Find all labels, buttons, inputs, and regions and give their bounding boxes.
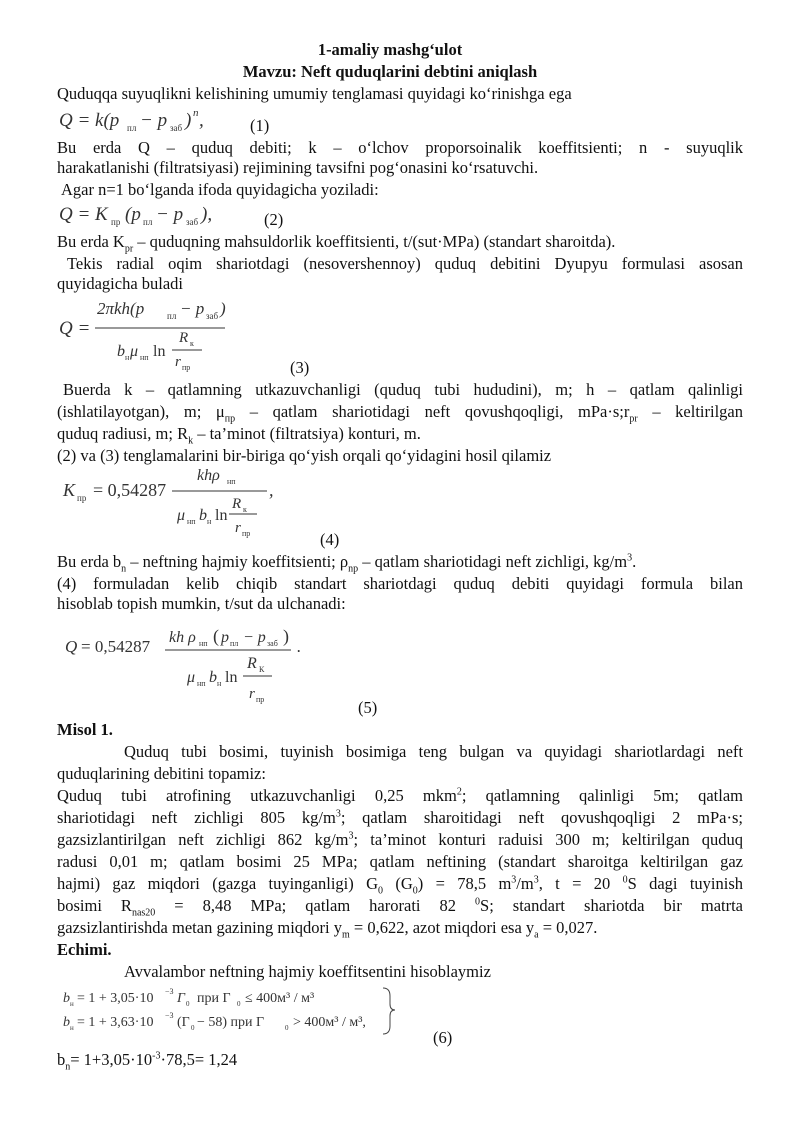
equation-4-image	[57, 466, 287, 544]
svg-text:b: b	[209, 669, 217, 686]
svg-text:пр: пр	[242, 529, 251, 538]
equation-3-number: (3)	[290, 358, 310, 377]
paragraph: (ishlatilayotgan), m; $\mu_{пр}$ – qatlam shariotidagi neft qovushqoqligi, $mPa\cdot s;r_{pr}$ – keltirilgan	[57, 402, 743, 425]
svg-text:−3: −3	[165, 987, 174, 996]
svg-text:(p: (p	[125, 204, 141, 225]
equation-1-image	[57, 104, 217, 136]
svg-text:): )	[185, 110, 192, 131]
svg-text:,: ,	[199, 110, 204, 131]
svg-text:): )	[283, 626, 289, 646]
svg-text:Q = K: Q = K	[59, 204, 108, 225]
svg-text:R: R	[232, 496, 242, 512]
paragraph: Quduq tubi bosimi, tuyinish bosimiga teng bulgan va quyidagi shariotlardagi neft	[124, 742, 743, 761]
svg-text:(Γ: (Γ	[177, 1015, 190, 1030]
svg-text:r: r	[249, 686, 255, 702]
svg-text:2πkh(p: 2πkh(p	[97, 299, 145, 318]
svg-text:b: b	[199, 507, 207, 524]
equation-3-image	[57, 294, 227, 374]
svg-text:n: n	[193, 107, 199, 119]
svg-text:0: 0	[237, 1000, 241, 1008]
svg-text:= 0,54287: = 0,54287	[81, 637, 151, 656]
svg-text:− p: − p	[156, 204, 184, 225]
paragraph: hisoblab topish mumkin, t/sut da ulchanadi:	[57, 594, 346, 613]
paragraph: (2) va (3) tenglamalarini bir-biriga qo‘yish orqali qo‘yidagini hosil qilamiz	[57, 446, 552, 465]
paragraph: Buerda k – qatlamning utkazuvchanligi (quduq tubi hududini), m; h – qatlam qalinligi	[63, 380, 743, 399]
svg-text:b: b	[117, 343, 125, 360]
svg-text:к: к	[190, 339, 194, 348]
svg-text:0: 0	[191, 1024, 195, 1032]
svg-text:μ: μ	[130, 343, 139, 360]
paragraph: quduq radiusi, m; $R_k$ – ta’minot (filtratsiya) konturi, m.	[57, 424, 421, 447]
paragraph: harakatlanishi (filtratsiyasi) rejimining tavsifni pog‘onasini ko‘rsatuvchi.	[57, 158, 539, 177]
svg-text:p: p	[221, 629, 229, 646]
svg-text:заб: заб	[206, 311, 219, 321]
paragraph: hajmi) gaz miqdori (gazga tuyinganligi) $G_0$ $(G_0) = 78,5$ $m^3/m^3$, t = 20 $^0$S dagi tuyinish	[57, 874, 743, 897]
svg-text:н: н	[207, 517, 212, 526]
svg-text:r: r	[235, 520, 241, 536]
svg-text:R: R	[247, 655, 257, 672]
svg-text:= 0,54287: = 0,54287	[93, 480, 167, 500]
svg-text:заб: заб	[186, 217, 199, 227]
svg-text:μ: μ	[187, 669, 196, 686]
svg-text:khρ: khρ	[197, 467, 220, 484]
paragraph: quduqlarining debitini topamiz:	[57, 764, 266, 783]
svg-text:пл: пл	[167, 311, 177, 321]
paragraph: Avvalambor neftning hajmiy koeffitsentini hisoblaymiz	[124, 962, 491, 981]
equation-6-number: (6)	[433, 1028, 453, 1047]
svg-text:kh ρ: kh ρ	[169, 629, 196, 646]
paragraph: Quduq tubi atrofining utkazuvchanligi 0,25 mkm$^2$; qatlamning qalinligi 5m; qatlam	[57, 786, 744, 805]
svg-text:.: .	[297, 637, 302, 656]
svg-text:заб: заб	[267, 639, 278, 648]
equation-5-number: (5)	[358, 698, 378, 717]
equation-6-image	[57, 982, 407, 1038]
svg-text:нп: нп	[187, 517, 196, 526]
svg-text:нп: нп	[197, 679, 206, 688]
svg-text:к: к	[243, 505, 247, 514]
svg-text:Q = k(p: Q = k(p	[59, 110, 120, 131]
page-title: 1-amaliy mashg‘ulot	[317, 40, 463, 59]
svg-text:K: K	[63, 480, 76, 500]
svg-text:пл: пл	[143, 217, 153, 227]
svg-text:> 400м³ / м³,: > 400м³ / м³,	[293, 1015, 366, 1030]
paragraph: Bu erda $b_n$ – neftning hajmiy koeffitsienti; $\rho_{np}$ – qatlam shariotidagi neft zichligi, $kg/m^3$.	[57, 552, 637, 575]
svg-text:нп: нп	[227, 477, 236, 486]
svg-text:0: 0	[285, 1024, 289, 1032]
paragraph: Bu erda $K_{pr}$ – quduqning mahsuldorlik koeffitsienti, t/(sut·MPa) (standart sharoitda).	[57, 232, 616, 255]
svg-text:,: ,	[269, 480, 274, 500]
paragraph: $b_n= 1+3,05\cdot 10^{-3}\cdot 78,5= 1,24$	[57, 1050, 238, 1073]
paragraph: Agar n=1 bo‘lganda ifoda quyidagicha yoziladi:	[61, 180, 379, 199]
paragraph: Bu erda Q – quduq debiti; k – o‘lchov proporsoinalik koeffitsienti; n - suyuqlik	[57, 138, 743, 157]
paragraph: gazsizlantirishda metan gazining miqdori $y_m = 0,622$, azot miqdori esa $y_a = 0,027$.	[57, 918, 598, 941]
svg-text:нп: нп	[199, 639, 208, 648]
svg-text:− p: − p	[243, 629, 266, 646]
svg-text:пр: пр	[77, 493, 87, 503]
svg-text:ln: ln	[215, 507, 228, 524]
svg-text:r: r	[175, 354, 181, 370]
svg-text:= 1 + 3,63·10: = 1 + 3,63·10	[77, 1015, 154, 1030]
svg-text:ln: ln	[153, 343, 166, 360]
svg-text:≤ 400м³ / м³: ≤ 400м³ / м³	[245, 991, 315, 1006]
svg-text:пл: пл	[230, 639, 239, 648]
svg-text:μ: μ	[177, 507, 186, 524]
svg-text:н: н	[70, 1000, 74, 1008]
svg-text:b: b	[63, 991, 70, 1006]
svg-text:заб: заб	[170, 123, 183, 133]
svg-text:Q =: Q =	[59, 318, 91, 339]
svg-text:К: К	[259, 665, 265, 674]
svg-text:пр: пр	[111, 217, 121, 227]
svg-text:− p: − p	[180, 299, 205, 318]
svg-text:нп: нп	[140, 353, 149, 362]
equation-2-image	[57, 198, 227, 230]
paragraph: quyidagicha buladi	[57, 274, 184, 293]
paragraph: (4) formuladan kelib chiqib standart shariotdagi quduq debiti quyidagi formula bilan	[57, 574, 743, 593]
page-subtitle: Mavzu: Neft quduqlarini debtini aniqlash	[242, 62, 538, 81]
svg-text:н: н	[70, 1024, 74, 1032]
paragraph: gazsizlantirilgan neft zichligi 862 $kg/m^3$; ta’minot konturi raduisi 300 m; keltirilgan quduq	[57, 830, 744, 849]
equation-1-number: (1)	[250, 116, 270, 135]
example-heading: Misol 1.	[57, 720, 113, 739]
equation-5-image	[57, 614, 317, 714]
svg-text:Γ: Γ	[177, 991, 185, 1006]
svg-text:н: н	[125, 353, 130, 362]
svg-text:R: R	[179, 330, 189, 346]
svg-text:− 58) при Γ: − 58) при Γ	[197, 1015, 265, 1030]
equation-4-number: (4)	[320, 530, 340, 549]
paragraph: shariotidagi neft zichligi 805 $kg/m^3$; qatlam sharoitidagi neft qovushqoqligi 2 mPa·s;	[57, 808, 743, 827]
paragraph: bosimi $R_{nas20} = 8,48$ MPa; qatlam harorati 82 $^0$S; standart shariotda bir matrta	[57, 896, 744, 919]
svg-text:пр: пр	[182, 363, 191, 372]
paragraph: Quduqqa suyuqlikni kelishining umumiy tenglamasi quyidagi ko‘rinishga ega	[57, 84, 572, 103]
svg-text:0: 0	[186, 1000, 190, 1008]
svg-text:ln: ln	[225, 669, 238, 686]
svg-text:н: н	[217, 679, 222, 688]
svg-text:при Γ: при Γ	[197, 991, 231, 1006]
svg-text:(: (	[213, 626, 219, 646]
svg-text:b: b	[63, 1015, 70, 1030]
paragraph: radusi 0,01 m; qatlam bosimi 25 MPa; qatlam neftining (standart sharoitga keltirilgan gaz	[57, 852, 743, 871]
svg-text:= 1 + 3,05·10: = 1 + 3,05·10	[77, 991, 154, 1006]
paragraph: Tekis radial oqim shariotdagi (nesovershennoy) quduq debitini Dyupyu formulasi asosan	[67, 254, 743, 273]
svg-text:): )	[220, 299, 226, 318]
svg-text:− p: − p	[140, 110, 168, 131]
svg-text:),: ),	[201, 204, 213, 225]
svg-text:пр: пр	[256, 695, 265, 704]
equation-2-number: (2)	[264, 210, 284, 229]
svg-text:пл: пл	[127, 123, 137, 133]
svg-text:Q: Q	[65, 637, 78, 656]
svg-text:−3: −3	[165, 1011, 174, 1020]
solution-heading: Echimi.	[57, 940, 112, 959]
